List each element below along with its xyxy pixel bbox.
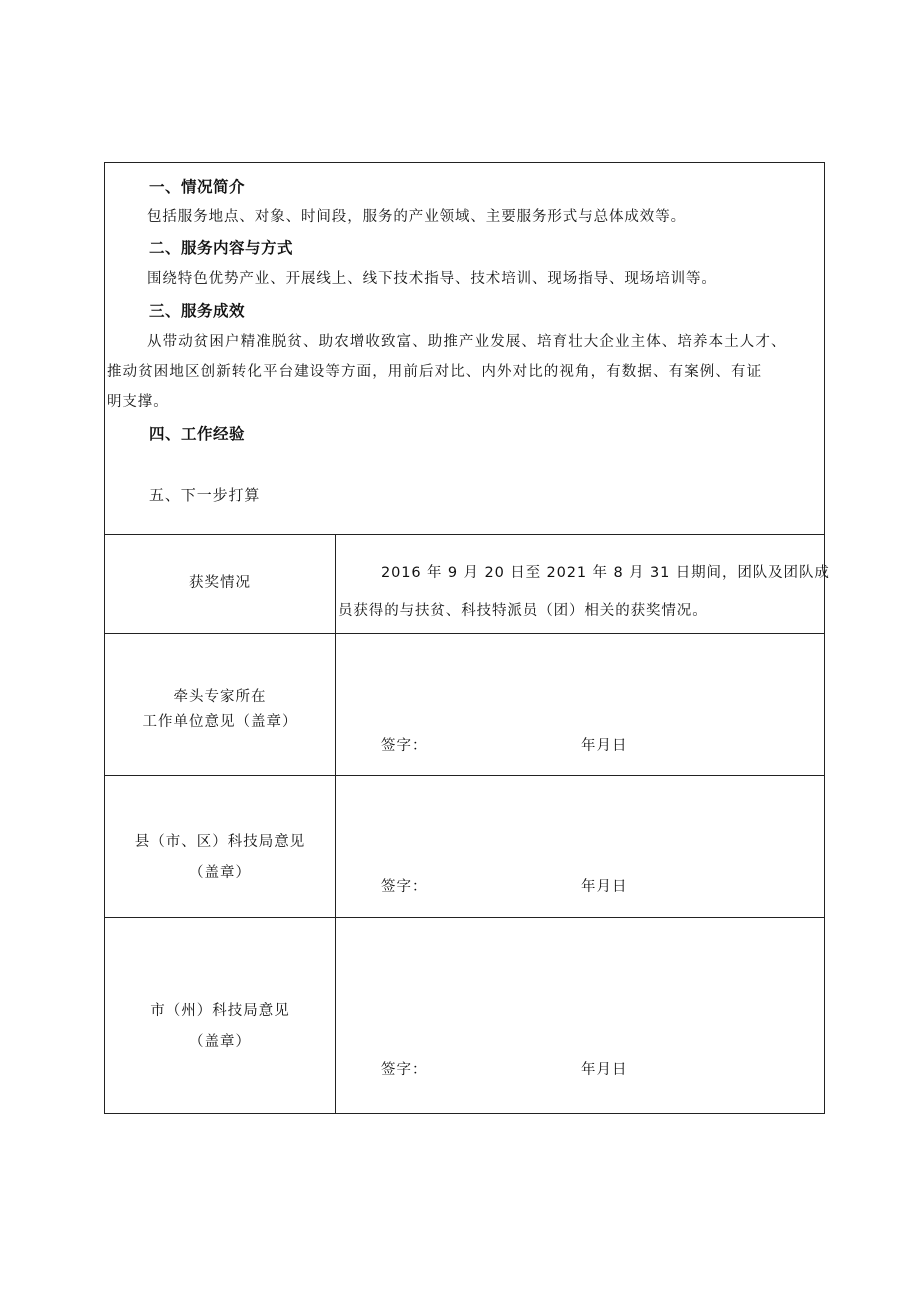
- opinion-3-date-label: 年月日: [581, 1062, 628, 1078]
- opinion-1-label-line-2: 工作单位意见（盖章）: [142, 714, 298, 730]
- opinion-1-signature-label: 签字：: [381, 738, 428, 754]
- opinion-3-signature-label: 签字：: [381, 1062, 428, 1078]
- section-3-body-line-2: 推动贫困地区创新转化平台建设等方面，用前后对比、内外对比的视角，有数据、有案例、有证: [107, 364, 763, 380]
- section-5-heading: 五、下一步打算: [149, 486, 261, 504]
- section-4-heading: 四、工作经验: [149, 425, 246, 443]
- opinion-3-label: [105, 996, 335, 1058]
- section-3-heading: 三、服务成效: [149, 302, 246, 320]
- opinion-3-label-line-2: （盖章）: [189, 1034, 251, 1050]
- section-2-heading: 二、服务内容与方式: [149, 239, 294, 257]
- section-1-heading: 一、情况简介: [149, 178, 246, 196]
- section-2-body: 围绕特色优势产业、开展线上、线下技术指导、技术培训、现场指导、现场培训等。: [147, 271, 717, 287]
- opinion-2-label: [105, 827, 335, 889]
- awards-text-line-1: 2016 年 9 月 20 日至 2021 年 8 月 31 日期间，团队及团队成: [381, 565, 830, 581]
- row-divider: [105, 775, 824, 776]
- row-divider: [105, 917, 824, 918]
- opinion-2-label-line-1: 县（市、区）科技局意见: [134, 834, 306, 850]
- opinion-2-date-label: 年月日: [581, 879, 628, 895]
- opinion-1-label-line-1: 牵头专家所在: [173, 689, 267, 705]
- opinion-3-label-line-1: 市（州）科技局意见: [150, 1003, 290, 1019]
- section-3-body-line-1: 从带动贫困户精准脱贫、助农增收致富、助推产业发展、培育壮大企业主体、培养本土人才、: [147, 334, 787, 350]
- opinion-2-signature-label: 签字：: [381, 879, 428, 895]
- section-3-body-line-3: 明支撑。: [107, 394, 169, 410]
- opinion-2-label-line-2: （盖章）: [189, 865, 251, 881]
- form-table: [104, 162, 830, 1114]
- row-divider: [105, 534, 824, 535]
- column-divider: [335, 534, 336, 1114]
- awards-text-line-2: 员获得的与扶贫、科技特派员（团）相关的获奖情况。: [338, 603, 708, 619]
- awards-label: 获奖情况: [189, 575, 251, 591]
- opinion-1-date-label: 年月日: [581, 738, 628, 754]
- section-1-body: 包括服务地点、对象、时间段，服务的产业领域、主要服务形式与总体成效等。: [147, 209, 686, 225]
- opinion-1-label: [105, 685, 335, 735]
- row-divider: [105, 633, 824, 634]
